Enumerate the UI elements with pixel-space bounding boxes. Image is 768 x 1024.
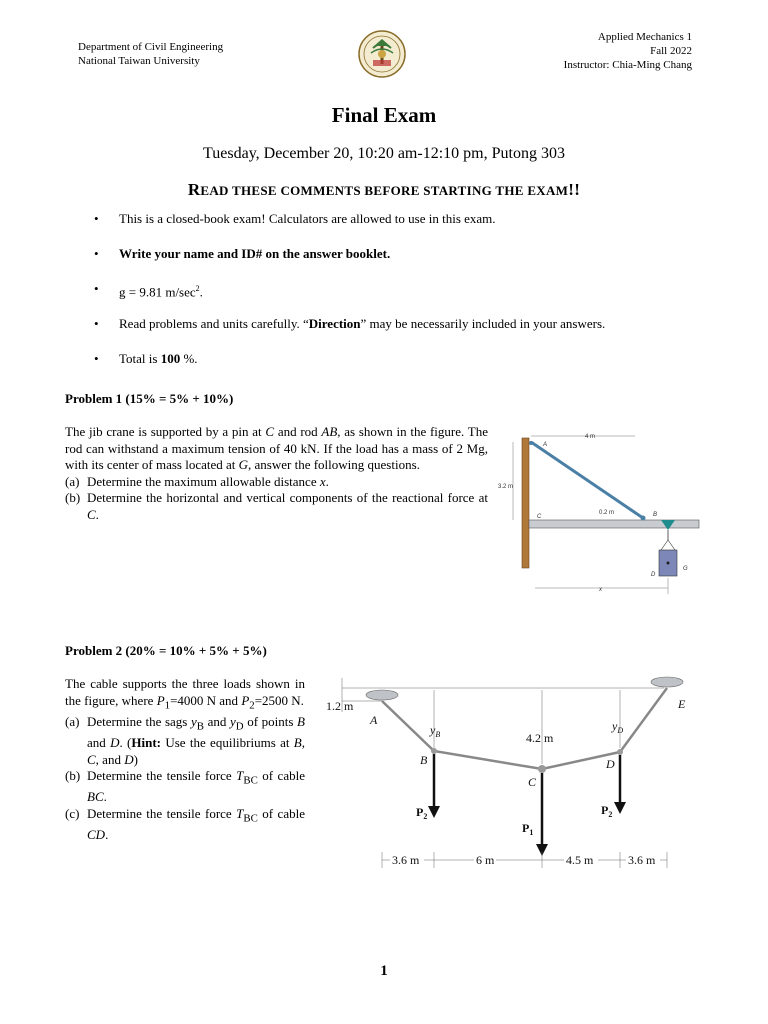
problem1-intro <box>65 424 488 474</box>
page-number: 1 <box>380 963 388 979</box>
p2c-t2: of cable <box>257 805 305 821</box>
sling <box>661 540 675 550</box>
p2-intro: The cable supports the three loads shown in the figure, where <box>65 676 305 708</box>
problem1-part-a <box>65 474 488 491</box>
university-seal <box>358 30 406 78</box>
arrowhead-B <box>428 806 440 818</box>
p2a-hint: Hint: <box>131 734 162 750</box>
support-E <box>651 677 683 687</box>
instructor: Instructor: Chia-Ming Chang <box>563 59 692 71</box>
p1-var-C: C <box>265 424 275 439</box>
p2b-T-sub: BC <box>243 774 258 787</box>
p2-P2: P <box>241 692 250 708</box>
label-B: B <box>420 753 428 767</box>
p2c-cable: CD <box>87 827 106 843</box>
part-text <box>87 490 488 523</box>
label-E: E <box>678 697 686 711</box>
rule-item <box>70 311 730 346</box>
p2a-t5: . ( <box>119 734 132 750</box>
rule-item <box>70 206 730 241</box>
arrowhead-D <box>614 802 626 814</box>
p2b-t2: of cable <box>257 768 305 784</box>
dim-4m: 4 m <box>585 434 596 440</box>
problem1-heading: Problem 1 (15% = 5% + 10%) <box>65 391 234 406</box>
course-block <box>564 30 692 72</box>
rule-text: Read problems and units carefully. “ <box>119 316 309 331</box>
problem2-heading: Problem 2 (20% = 10% + 5% + 5%) <box>65 643 267 658</box>
P2R-sub: 2 <box>608 810 613 819</box>
problem2-part-c <box>65 806 305 844</box>
p1b-var: C <box>87 506 96 522</box>
dim-36m-left: 3.6 m <box>392 853 420 867</box>
load-P2-left <box>416 805 427 821</box>
warning-bangs: !! <box>568 180 581 199</box>
dim-36m-right: 3.6 m <box>628 853 656 867</box>
rule-text: Write your name and ID# on the answer booklet. <box>119 246 391 261</box>
p2a-t4: and <box>87 734 111 750</box>
p2a-t2: and <box>203 713 230 729</box>
cable-figure <box>322 668 707 878</box>
p1a-end: . <box>325 473 329 489</box>
rule-bold: 100 <box>160 351 181 366</box>
rule-text-end: . <box>199 284 203 300</box>
term: Fall 2022 <box>650 45 692 57</box>
p2c-t: Determine the tensile force <box>87 805 237 821</box>
bullet-icon: • <box>94 211 99 226</box>
p1b-end: . <box>95 506 99 522</box>
label-D: D <box>651 572 656 578</box>
load-P2-right <box>601 803 612 819</box>
rule-bold: Direction <box>308 316 361 331</box>
rod-AB <box>531 442 643 518</box>
problem2-part-a <box>65 714 305 768</box>
rule-item <box>70 276 730 311</box>
problem2-part-b <box>65 768 305 806</box>
part-label: (b) <box>65 768 81 784</box>
label-G: G <box>683 566 688 572</box>
p1-t4: , answer the following questions. <box>248 457 420 473</box>
p2c-T-sub: BC <box>243 812 258 825</box>
label-yD <box>611 719 623 735</box>
p2a-yD-sub: D <box>235 720 244 733</box>
rule-text-end: %. <box>180 351 198 366</box>
university-name: National Taiwan University <box>78 55 200 67</box>
p1a-var: x <box>319 473 326 489</box>
p2a-hD: D <box>124 751 134 767</box>
dim-32m: 3.2 m <box>498 484 514 490</box>
p2-P1-val: =4000 N and <box>170 692 242 708</box>
dim-02m: 0.2 m <box>599 510 615 516</box>
p2a-yB: y <box>190 713 197 729</box>
part-text <box>87 806 305 844</box>
yB-sub: B <box>435 730 441 739</box>
p1-t3: , as shown in the figure. The rod can withstand a maximum tension of 40 kN. If the load has a mass of 2 Mg, with its center of mass located at <box>65 424 488 473</box>
warning-text: EAD THESE COMMENTS BEFORE STARTING THE EXAM <box>200 183 569 198</box>
warning-heading <box>0 180 768 200</box>
p1-t2: and rod <box>274 424 322 439</box>
mass-center-G <box>667 562 670 565</box>
part-label: (a) <box>65 473 80 489</box>
p2a-t: Determine the sags <box>87 713 191 729</box>
p2a-yD: y <box>229 713 236 729</box>
problem2-intro <box>65 676 305 714</box>
P2L-main: P <box>416 805 424 819</box>
yD-main: y <box>612 719 618 733</box>
p2a-D: D <box>110 734 120 750</box>
department-name: Department of Civil Engineering <box>78 41 224 53</box>
point-B <box>431 748 437 754</box>
P1-sub: 1 <box>529 828 534 837</box>
bullet-icon: • <box>94 246 99 261</box>
label-x: x <box>599 587 602 593</box>
bullet-icon: • <box>94 351 99 366</box>
support-A <box>366 690 398 700</box>
rule-text-end: ” may be necessarily included in your answers. <box>360 316 606 331</box>
rule-text: Total is <box>119 351 161 366</box>
rule-sup: 2 <box>195 284 200 293</box>
label-B: B <box>653 512 658 518</box>
label-C: C <box>528 775 537 789</box>
problem1-text <box>65 424 488 524</box>
course-name: Applied Mechanics 1 <box>597 31 692 43</box>
part-text <box>87 768 305 806</box>
bullet-icon: • <box>94 281 99 296</box>
dim-6m: 6 m <box>476 853 495 867</box>
p2a-B: B <box>297 713 305 729</box>
p1-var-G: G <box>238 457 249 473</box>
p2c-T: T <box>236 805 244 821</box>
p2-P2-val: =2500 N. <box>254 692 304 708</box>
P2L-sub: 2 <box>423 812 428 821</box>
problem2-text <box>65 676 305 844</box>
jib-crane-figure <box>495 428 705 598</box>
dim-42m: 4.2 m <box>526 731 554 745</box>
p2-P1-sub: 1 <box>164 699 171 712</box>
p2c-end: . <box>105 827 109 843</box>
p2a-hint-text: Use the equilibriums at <box>161 734 294 750</box>
problem1-part-b <box>65 490 488 523</box>
exam-subtitle: Tuesday, December 20, 10:20 am-12:10 pm, Putong 303 <box>203 145 565 162</box>
p2a-comma: , <box>301 734 305 750</box>
p1-var-AB: AB <box>321 424 338 439</box>
label-A: A <box>370 713 378 727</box>
rule-item <box>70 346 730 381</box>
p2b-t: Determine the tensile force <box>87 768 237 784</box>
rule-text: g = 9.81 m/sec <box>119 284 196 300</box>
label-C: C <box>537 514 542 520</box>
p2a-hB: B <box>293 734 302 750</box>
part-text <box>87 474 488 491</box>
point-D <box>617 749 623 755</box>
rules-list <box>70 206 730 381</box>
label-D: D <box>606 757 615 771</box>
warning-first-letter: R <box>187 180 201 199</box>
rule-item <box>70 241 730 276</box>
part-label: (c) <box>65 805 80 821</box>
p2b-cable: BC <box>87 789 104 805</box>
part-text <box>87 714 305 768</box>
p2a-hC: C <box>87 751 96 767</box>
p2b-T: T <box>236 768 244 784</box>
p1b-text: Determine the horizontal and vertical components of the reactional force at <box>87 490 488 506</box>
label-A: A <box>543 442 548 448</box>
vertical-post <box>522 438 529 568</box>
p1-t1: The jib crane is supported by a pin at <box>65 424 266 439</box>
P2R-main: P <box>601 803 609 817</box>
point-C <box>538 765 546 773</box>
p2a-hand: , and <box>95 751 125 767</box>
load-P1 <box>522 821 533 837</box>
p2-P1: P <box>156 692 165 708</box>
P1-main: P <box>522 821 530 835</box>
label-yB <box>429 723 440 739</box>
pin-A <box>529 441 533 445</box>
part-label: (a) <box>65 713 80 729</box>
p1a-text: Determine the maximum allowable distance <box>87 473 320 489</box>
department-block <box>78 40 223 68</box>
rule-text: This is a closed-book exam! Calculators are allowed to use in this exam. <box>119 211 496 226</box>
bullet-icon: • <box>94 316 99 331</box>
dim-12m: 1.2 m <box>326 699 354 713</box>
yB-main: y <box>430 723 436 737</box>
p2a-t3: of points <box>243 713 298 729</box>
p2a-yB-sub: B <box>196 720 204 733</box>
yD-sub: D <box>617 726 624 735</box>
dim-45m: 4.5 m <box>566 853 594 867</box>
exam-title: Final Exam <box>331 103 437 127</box>
part-label: (b) <box>65 490 81 506</box>
pin-B <box>641 516 646 521</box>
p2a-close: ) <box>133 751 138 767</box>
p2-P2-sub: 2 <box>249 699 255 712</box>
p2b-end: . <box>103 789 107 805</box>
